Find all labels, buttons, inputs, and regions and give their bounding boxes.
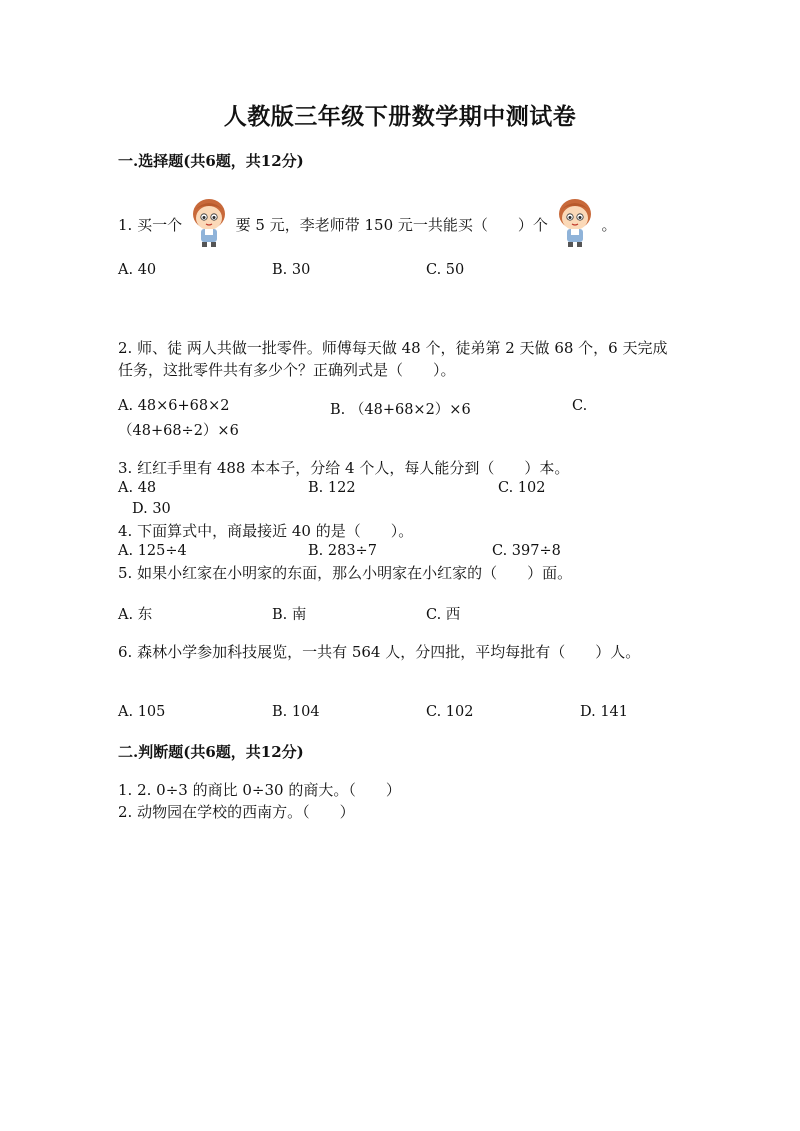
question-5: 5. 如果小红家在小明家的东面，那么小明家在小红家的（ ）面。 (118, 564, 573, 582)
doll-icon (187, 196, 231, 248)
question-2-line-1: 2. 师、徒 两人共做一批零件。师傅每天做 48 个，徒弟第 2 天做 68 个，6 天完成 (118, 339, 668, 357)
option-c: C. 397÷8 (492, 543, 561, 559)
question-3: 3. 红红手里有 488 本本子，分给 4 个人，每人能分到（ ）本。 (118, 459, 570, 477)
question-1-text-b: 要 5 元，李老师带 150 元一共能买（ ）个 (235, 216, 548, 234)
option-b: B. 122 (308, 480, 356, 496)
section-heading-judge: 二.判断题(共6题，共12分) (118, 743, 304, 761)
option-a: A. 125÷4 (118, 543, 187, 559)
option-d: D. 30 (132, 501, 171, 517)
option-a: A. 40 (118, 262, 157, 278)
question-1-text-c: 。 (601, 216, 617, 234)
option-c: C. 50 (426, 262, 465, 278)
option-b: B. 南 (272, 607, 307, 623)
section-heading-choice: 一.选择题(共6题，共12分) (118, 152, 304, 170)
option-c-label: C. (572, 398, 588, 414)
question-1-text-a: 1. 买一个 (118, 216, 183, 234)
judge-item-2: 2. 动物园在学校的西南方。（ ） (118, 803, 355, 821)
option-c: C. 西 (426, 607, 461, 623)
option-a: A. 105 (118, 704, 166, 720)
option-c: C. 102 (498, 480, 546, 496)
question-6: 6. 森林小学参加科技展览，一共有 564 人，分四批，平均每批有（ ）人。 (118, 643, 641, 661)
doll-icon (553, 196, 597, 248)
option-d: D. 141 (580, 704, 629, 720)
option-b: B. （48+68×2）×6 (330, 402, 471, 418)
option-a: A. 48×6+68×2 (118, 398, 230, 414)
option-c-expression: （48+68÷2）×6 (118, 423, 239, 439)
option-b: B. 104 (272, 704, 320, 720)
option-b: B. 30 (272, 262, 311, 278)
question-2-line-2: 任务，这批零件共有多少个？正确列式是（ ）。 (118, 361, 456, 379)
question-1 (118, 200, 616, 252)
page-title: 人教版三年级下册数学期中测试卷 (223, 103, 577, 130)
option-a: A. 48 (118, 480, 157, 496)
judge-item-1: 1. 2. 0÷3 的商比 0÷30 的商大。（ ） (118, 781, 401, 799)
option-c: C. 102 (426, 704, 474, 720)
option-b: B. 283÷7 (308, 543, 377, 559)
question-4: 4. 下面算式中，商最接近 40 的是（ ）。 (118, 522, 414, 540)
option-a: A. 东 (118, 607, 153, 623)
